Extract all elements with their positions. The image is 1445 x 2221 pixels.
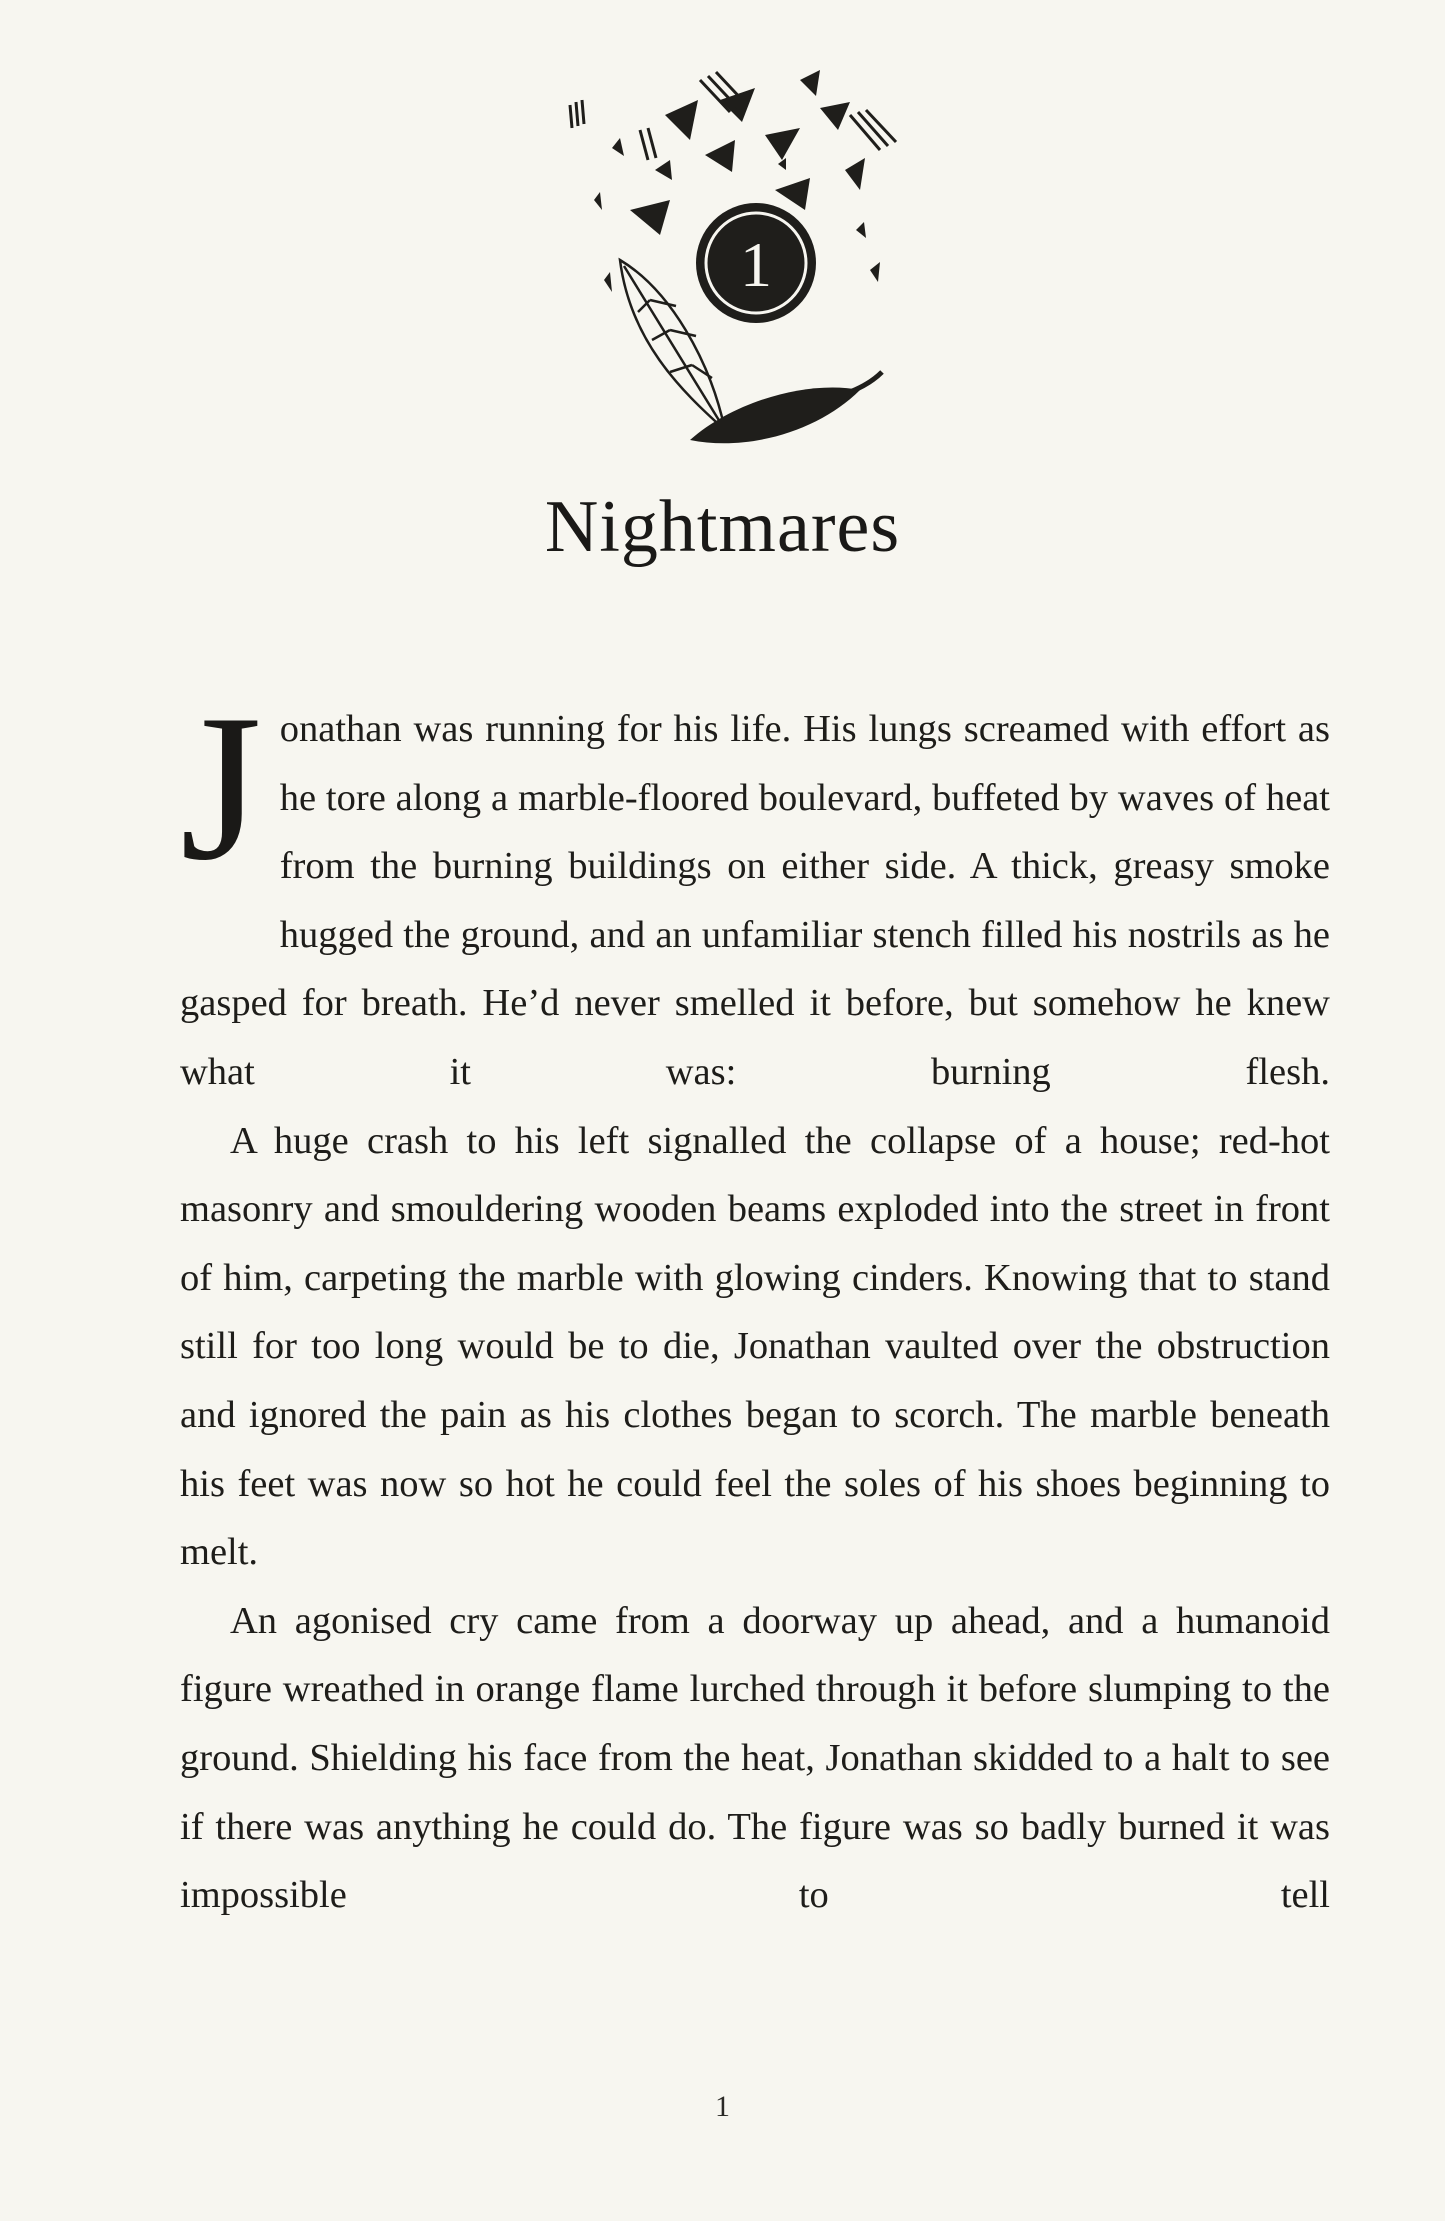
chapter-title: Nightmares <box>544 486 901 568</box>
paragraph-3: An agonised cry came from a doorway up ahead, and a humanoid figure wreathed in orange flame lurched through it before slumping to the ground. Shielding his face from the heat, Jonathan skidded to a halt to see if there was anything he could do. The figure was so badly burned it was impossible to tell <box>180 1599 1330 1917</box>
chapter-ornament-icon <box>520 60 960 480</box>
paragraph-1-text: onathan was running for his life. His lungs screamed with effort as he tore along a marble-floored boulevard, buffeted by waves of heat from the burning buildings on either side. A thick, greasy smoke hugged the ground, and an unfamiliar stench filled his nostrils as he gasped for breath. He’d never smelled it before, but somehow he knew what it was: burning flesh. <box>180 708 1330 1093</box>
page-number: 1 <box>715 2090 730 2123</box>
chapter-body <box>180 672 1330 1930</box>
drop-cap: J <box>180 672 262 904</box>
paragraph-1 <box>180 672 1330 1107</box>
chapter-number: 1 <box>740 229 772 300</box>
paragraph-2: A huge crash to his left signalled the collapse of a house; red-hot masonry and smouldering wooden beams exploded into the street in front of him, carpeting the marble with glowing cinders. Knowing that to stand still for too long would be to die, Jonathan vaulted over the obstruction and ignored the pain as his clothes began to scorch. The marble beneath his feet was now so hot he could feel the soles of his shoes beginning to melt. <box>180 1119 1330 1574</box>
